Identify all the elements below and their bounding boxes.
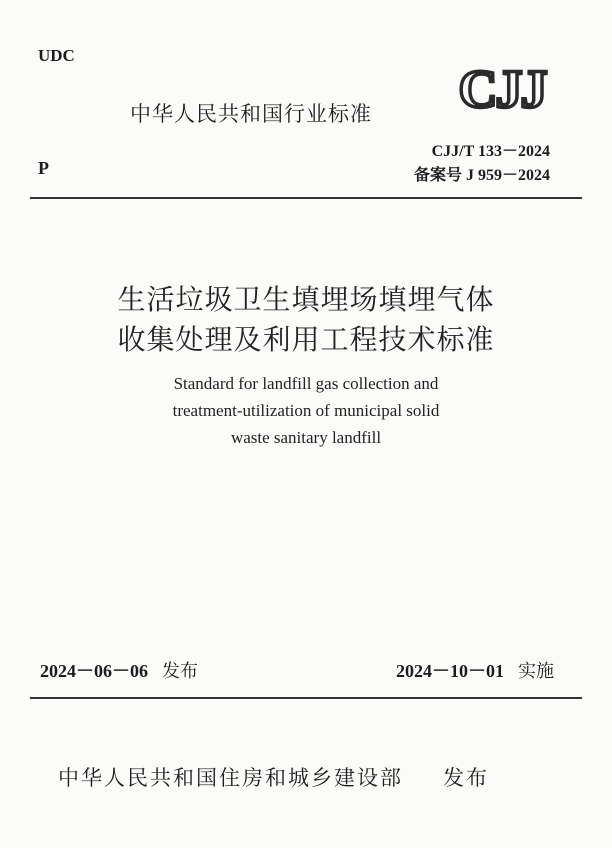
issue-date: 2024－06－06 [40, 661, 148, 681]
publisher-label: 发布 [443, 766, 489, 790]
publisher-name: 中华人民共和国住房和城乡建设部 [58, 766, 403, 790]
footer-divider [30, 697, 582, 699]
udc-label: UDC [38, 46, 75, 65]
issue-date-block [40, 657, 198, 683]
title-english-line: waste sanitary landfill [230, 428, 382, 447]
header-divider [30, 197, 582, 199]
standard-type: 中华人民共和国行业标准 [130, 102, 372, 126]
implement-date: 2024－10－01 [396, 661, 504, 681]
issue-label: 发布 [162, 661, 198, 682]
title-english [0, 370, 612, 451]
title-chinese-line: 生活垃圾卫生填埋场填埋气体 [117, 283, 495, 316]
title-chinese-line: 收集处理及利用工程技术标准 [117, 323, 495, 356]
implement-date-block [396, 657, 554, 683]
implement-label: 实施 [518, 661, 554, 682]
title-english-line: Standard for landfill gas collection and [173, 374, 439, 393]
cjj-logo-text: CJJ [458, 62, 546, 112]
category-label: P [38, 158, 49, 178]
record-number: 备案号 J 959－2024 [413, 167, 550, 184]
publisher-block [58, 762, 489, 792]
standard-code: CJJ/T 133－2024 [431, 143, 550, 160]
cjj-logo [450, 62, 554, 112]
title-chinese [0, 280, 612, 360]
title-english-line: treatment-utilization of municipal solid [172, 401, 440, 420]
